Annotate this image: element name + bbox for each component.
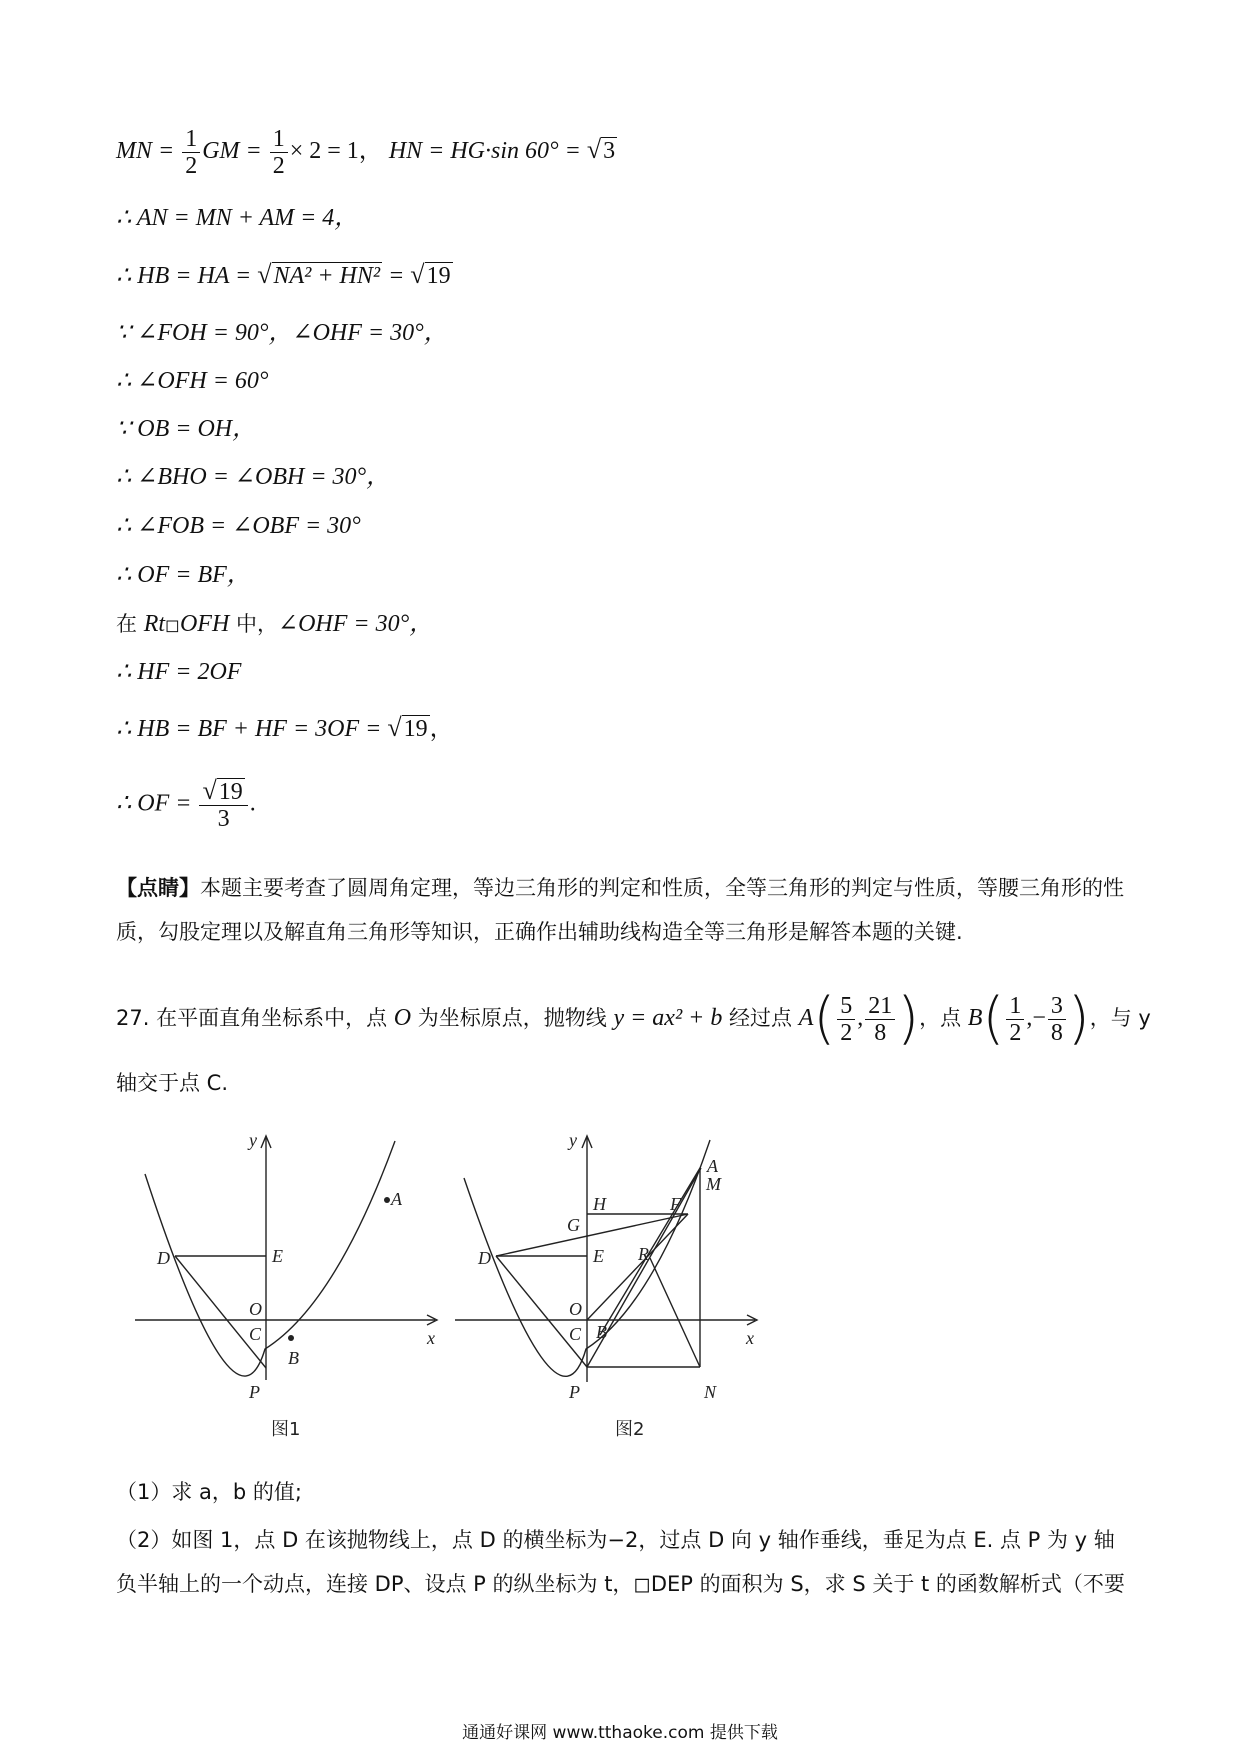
equation-line-9 — [116, 560, 251, 590]
equation-line-2 — [116, 203, 358, 233]
denominator: 2 — [1009, 1019, 1022, 1046]
c-label: C — [249, 1324, 262, 1344]
eq-text: × 2 = 1， — [289, 138, 383, 165]
square-root: √19 — [410, 260, 451, 289]
e-label: E — [272, 1246, 283, 1266]
fraction — [182, 126, 200, 179]
eq-text: 中， — [229, 612, 278, 636]
numerator: 3 — [1048, 993, 1066, 1020]
equation-line-5 — [116, 366, 269, 396]
q-text: 27. 在平面直角坐标系中，点 — [116, 1006, 394, 1030]
q-text: 经过点 — [722, 1006, 799, 1030]
fraction: $\frac{√19}{3}$ — [199, 778, 247, 832]
point-b-label: B — [967, 1005, 983, 1031]
part-1-text: （1）求 a，b 的值; — [116, 1480, 302, 1504]
equation-line-6 — [116, 414, 256, 444]
figure-2 — [450, 1130, 770, 1450]
q-text: 轴交于点 C. — [116, 1071, 229, 1095]
square-root: √3 — [586, 135, 616, 165]
eq-text: ∴ OF = BF， — [116, 562, 251, 588]
o-label: O — [249, 1299, 262, 1319]
numerator: 1 — [182, 126, 200, 153]
a-label: A — [391, 1189, 402, 1209]
page-footer: 通通好课网 www.tthaoke.com 提供下载 — [462, 1723, 778, 1743]
part-2 — [116, 1518, 1126, 1606]
d-label: D — [157, 1248, 170, 1268]
radicand: 19 — [426, 263, 451, 289]
comment-text: 本题主要考查了圆周角定理，等边三角形的判定和性质，全等三角形的判定与性质，等腰三角形的性质，勾股定理以及解直角三角形等知识，正确作出辅助线构造全等三角形是解答本题的关键. — [116, 876, 1124, 944]
equation-line-12 — [116, 713, 454, 744]
a-label: A — [707, 1156, 718, 1176]
q-text: ，与 y — [1089, 1006, 1151, 1030]
radicand: NA² + HN² — [273, 263, 381, 289]
equation-line-3 — [116, 260, 453, 291]
denominator: 2 — [840, 1019, 853, 1046]
question-27-line-1: 27. 在平面直角坐标系中，点 O 为坐标原点，抛物线 y = ax² + b 经过点 A( $\frac{5}{2}$ , $\frac{21}{8}$ )，点 B( $\frac{1}{2}$ ,− $\frac{3}{8}$ )，与 y — [116, 986, 1151, 1051]
figure-1-caption: 图1 — [271, 1419, 301, 1440]
fraction — [1006, 993, 1024, 1046]
eq-text: ∠OHF = 30°， — [277, 611, 434, 637]
eq-text: MN = — [116, 138, 181, 165]
fraction — [837, 993, 855, 1046]
f-label: F — [670, 1194, 681, 1214]
eq-text: ∴ AN = MN + AM = 4， — [116, 205, 359, 231]
denominator: 2 — [272, 153, 285, 179]
g-label: G — [567, 1215, 580, 1235]
fraction — [865, 993, 895, 1046]
eq-text: ∵ ∠FOH = 90°，∠OHF = 30°， — [116, 320, 448, 346]
p-label: P — [249, 1382, 260, 1402]
eq-text: = — [382, 263, 411, 289]
p-label: P — [569, 1382, 580, 1402]
eq-text: HN = HG·sin 60° = — [388, 138, 587, 165]
equation-line-8 — [116, 511, 361, 541]
equation-line-10 — [116, 609, 433, 640]
radicand: 19 — [403, 716, 428, 742]
eq-text: GM = — [202, 138, 268, 165]
figure-2-caption: 图2 — [615, 1419, 645, 1440]
numerator: 21 — [865, 993, 895, 1020]
eq-text: ， — [429, 716, 454, 742]
equation-line-1 — [116, 126, 617, 179]
q-text: ，点 — [919, 1006, 968, 1030]
eq-text: ∴ HB = HA = — [116, 263, 258, 289]
c-label: C — [569, 1324, 582, 1344]
numerator: 5 — [837, 993, 855, 1020]
eq-text: ∴ ∠BHO = ∠OBH = 30°， — [116, 464, 391, 490]
x-label: x — [427, 1328, 435, 1348]
part-1 — [116, 1470, 1126, 1514]
e-label: E — [593, 1246, 604, 1266]
eq-text: Rt — [143, 611, 166, 637]
r-label: R — [638, 1244, 649, 1264]
eq-text: ∴ HB = BF + HF = 3OF = — [116, 716, 388, 742]
q-math: O — [393, 1005, 412, 1031]
o-label: O — [569, 1299, 582, 1319]
b-label: B — [596, 1322, 607, 1342]
m-label: M — [706, 1174, 721, 1194]
segment-rn — [650, 1258, 700, 1367]
q-text: 为坐标原点，抛物线 — [411, 1006, 614, 1030]
triangle-glyph: ◻ — [165, 615, 180, 635]
segment-ba — [600, 1168, 700, 1335]
equation-line-11 — [116, 657, 241, 687]
h-label: H — [593, 1194, 606, 1214]
parabola — [145, 1141, 395, 1376]
y-label: y — [569, 1130, 577, 1150]
y-label: y — [249, 1130, 257, 1150]
comment-paragraph — [116, 866, 1126, 954]
d-label: D — [478, 1248, 491, 1268]
part-2-text: （2）如图 1，点 D 在该抛物线上，点 D 的横坐标为−2，过点 D 向 y 轴作垂线，垂足为点 E. 点 P 为 y 轴负半轴上的一个动点，连接 DP、设点 P 的纵坐标为 t，◻DEP 的面积为 S，求 S 关于 t 的函数解析式（不要 — [116, 1528, 1125, 1596]
q-math: y = ax² + b — [613, 1005, 723, 1031]
question-27-line-2 — [116, 1068, 228, 1098]
eq-text: ∴ ∠FOB = ∠OBF = 30° — [116, 513, 361, 539]
point-b-dot — [288, 1335, 294, 1341]
numerator: 1 — [1006, 993, 1024, 1020]
figure-1 — [125, 1130, 455, 1450]
equation-line-7 — [116, 462, 390, 492]
radicand: 3 — [603, 138, 616, 165]
eq-text: ∵ OB = OH， — [116, 416, 257, 442]
x-label: x — [746, 1328, 754, 1348]
denominator: 3 — [217, 806, 230, 832]
point-a-dot — [384, 1197, 390, 1203]
equation-line-4 — [116, 318, 448, 348]
denominator: 2 — [185, 153, 198, 179]
square-root: √NA² + HN² — [257, 260, 381, 289]
comment-label: 【点睛】 — [116, 876, 200, 900]
eq-text: 在 — [116, 612, 144, 636]
eq-text: . — [249, 790, 256, 817]
denominator: 8 — [874, 1019, 887, 1046]
b-label: B — [288, 1348, 299, 1368]
point-a-label: A — [798, 1005, 814, 1031]
eq-text: ∴ ∠OFH = 60° — [116, 368, 269, 394]
n-label: N — [704, 1382, 717, 1402]
numerator: 1 — [270, 126, 288, 153]
denominator: 8 — [1050, 1019, 1063, 1046]
eq-text: ∴ HF = 2OF — [116, 659, 242, 685]
fraction — [270, 126, 288, 179]
radicand: 19 — [218, 779, 243, 805]
equation-line-13 — [116, 778, 256, 832]
square-root: √19 — [387, 713, 428, 742]
segment-of — [587, 1214, 688, 1320]
eq-text: OFH — [179, 611, 230, 637]
eq-text: ∴ OF = — [116, 790, 198, 817]
fraction — [1048, 993, 1066, 1046]
